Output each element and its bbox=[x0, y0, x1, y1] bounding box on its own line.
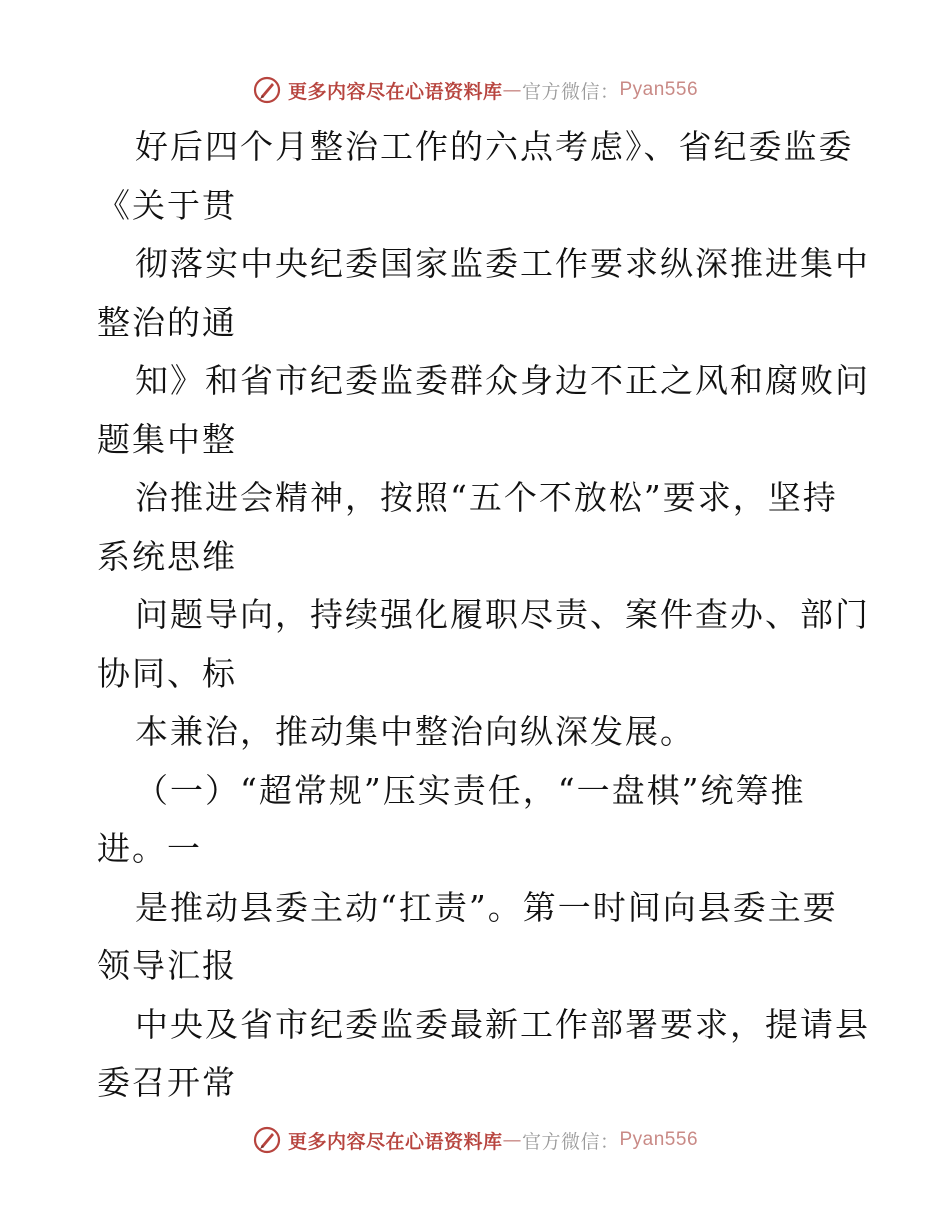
text-line: 整治的通 bbox=[97, 302, 237, 342]
watermark-separator: — bbox=[502, 1129, 522, 1151]
watermark-separator: — bbox=[502, 79, 522, 101]
watermark-label: 官方微信： bbox=[521, 1130, 620, 1153]
watermark-label: 官方微信： bbox=[521, 80, 620, 103]
text-line: 治推进会精神，按照“五个不放松”要求，坚持 bbox=[135, 478, 838, 517]
text-line: （一）“超常规”压实责任，“一盘棋”统筹推 bbox=[135, 770, 806, 810]
quill-circle-icon bbox=[252, 75, 282, 105]
text-line: 《关于贯 bbox=[97, 185, 237, 225]
watermark-brand: 更多内容尽在心语资料库 bbox=[287, 1130, 503, 1153]
quill-circle-icon bbox=[252, 1125, 282, 1155]
watermark-brand: 更多内容尽在心语资料库 bbox=[287, 80, 503, 103]
text-line: 好后四个月整治工作的六点考虑》、省纪委监委 bbox=[135, 127, 854, 166]
text-line: 问题导向，持续强化履职尽责、案件查办、部门 bbox=[135, 595, 870, 634]
text-line: 是推动县委主动“扛责”。第一时间向县委主要 bbox=[135, 887, 838, 927]
footer-watermark bbox=[0, 1120, 950, 1160]
text-line: 委召开常 bbox=[97, 1063, 237, 1102]
text-line: 本兼治，推动集中整治向纵深发展。 bbox=[135, 712, 695, 751]
text-line: 进。一 bbox=[97, 829, 202, 868]
text-line: 知》和省市纪委监委群众身边不正之风和腐败问 bbox=[135, 361, 870, 400]
document-body bbox=[97, 118, 870, 1113]
text-line: 系统思维 bbox=[97, 536, 237, 576]
text-line: 彻落实中央纪委国家监委工作要求纵深推进集中 bbox=[135, 244, 870, 283]
text-line: 中央及省市纪委监委最新工作部署要求，提请县 bbox=[135, 1004, 870, 1044]
watermark-wechat-id: Pyan556 bbox=[619, 1129, 699, 1150]
watermark-wechat-id: Pyan556 bbox=[619, 79, 699, 100]
header-watermark bbox=[0, 70, 950, 110]
text-line: 领导汇报 bbox=[97, 946, 237, 985]
text-line: 题集中整 bbox=[97, 419, 237, 459]
text-line: 协同、标 bbox=[97, 653, 237, 693]
